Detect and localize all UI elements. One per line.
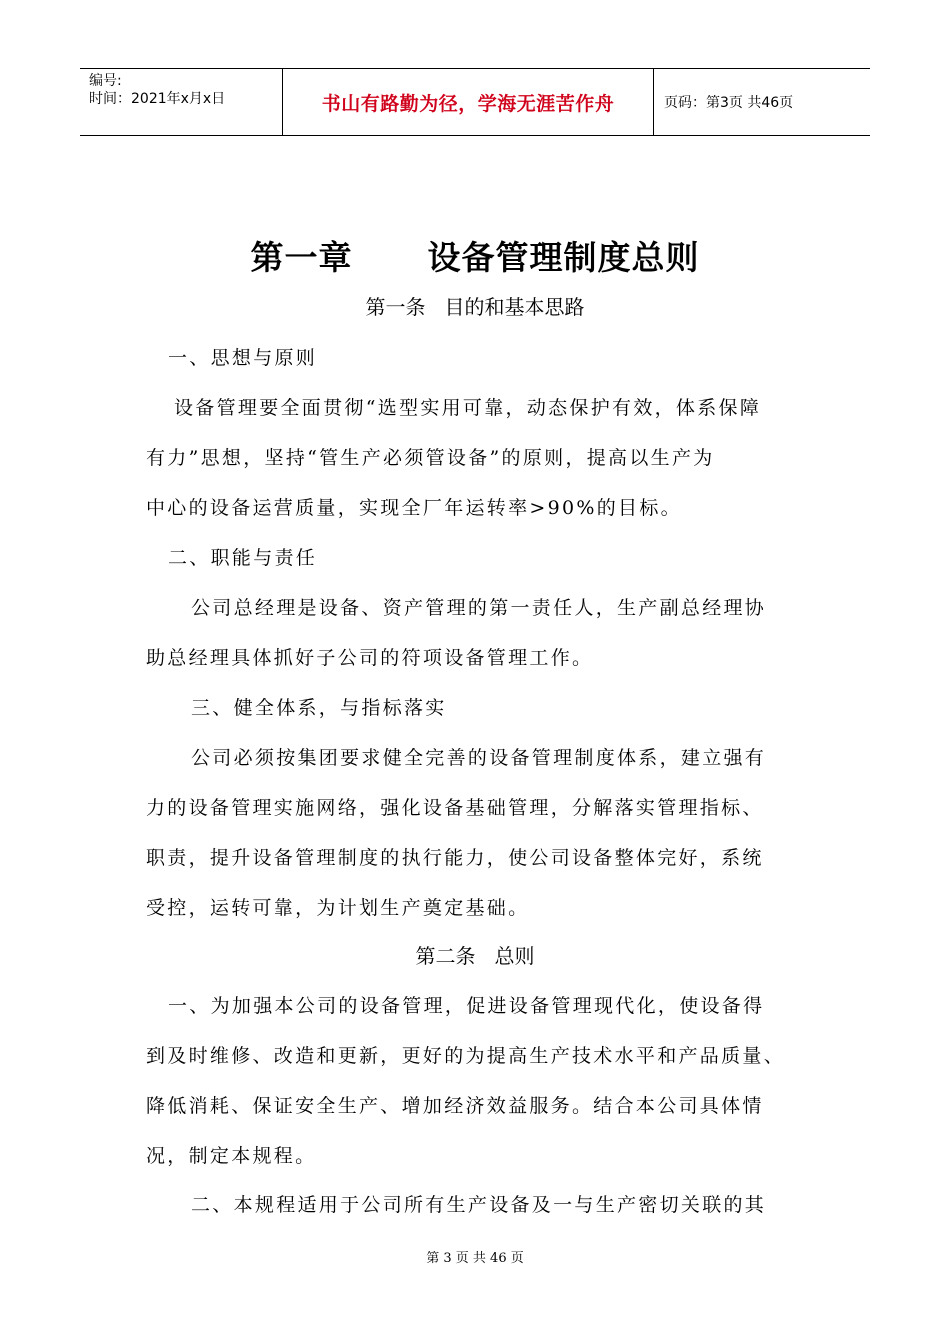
section-2-heading: 二、职能与责任 [168, 547, 318, 569]
paragraph-line: 降低消耗、保证安全生产、增加经济效益服务。结合本公司具体情 [146, 1095, 764, 1117]
paragraph-line: 况，制定本规程。 [146, 1145, 317, 1167]
chapter-title: 第一章 设备管理制度总则 [250, 238, 700, 277]
article-1-title: 第一条 目的和基本思路 [365, 295, 585, 319]
document-number-label: 编号: [89, 73, 122, 89]
paragraph-line: 公司必须按集团要求健全完善的设备管理制度体系，建立强有 [191, 747, 767, 769]
paragraph-line: 设备管理要全面贯彻“选型实用可靠，动态保护有效，体系保障 [174, 397, 762, 419]
paragraph-line: 受控，运转可靠，为计划生产奠定基础。 [146, 897, 530, 919]
header-motto: 书山有路勤为径，学海无涯苦作舟 [321, 92, 615, 115]
paragraph-line: 公司总经理是设备、资产管理的第一责任人，生产副总经理协 [191, 597, 767, 619]
article-2-title: 第二条 总则 [415, 944, 535, 968]
document-time-label: 时间：2021年x月x日 [89, 91, 226, 107]
header-page-cell [654, 69, 870, 135]
header-meta-cell [80, 69, 282, 135]
paragraph-line: 一、为加强本公司的设备管理，促进设备管理现代化，使设备得 [168, 995, 765, 1017]
paragraph-line: 中心的设备运营质量，实现全厂年运转率>90%的目标。 [146, 497, 682, 519]
section-3-heading: 三、健全体系，与指标落实 [191, 697, 447, 719]
page-footer: 第 3 页 共 46 页 [426, 1251, 524, 1266]
header-motto-cell [282, 69, 654, 135]
header-page-info: 页码：第3页 共46页 [664, 95, 794, 111]
paragraph-line: 职责，提升设备管理制度的执行能力，使公司设备整体完好，系统 [146, 847, 764, 869]
paragraph-line: 力的设备管理实施网络，强化设备基础管理，分解落实管理指标、 [146, 797, 764, 819]
paragraph-line: 有力”思想，坚持“管生产必须管设备”的原则，提高以生产为 [146, 447, 715, 469]
section-1-heading: 一、思想与原则 [168, 347, 318, 369]
paragraph-line: 二、本规程适用于公司所有生产设备及一与生产密切关联的其 [191, 1194, 767, 1216]
paragraph-line: 到及时维修、改造和更新，更好的为提高生产技术水平和产品质量、 [146, 1045, 786, 1067]
paragraph-line: 助总经理具体抓好子公司的符项设备管理工作。 [146, 647, 594, 669]
header-table [80, 68, 870, 136]
